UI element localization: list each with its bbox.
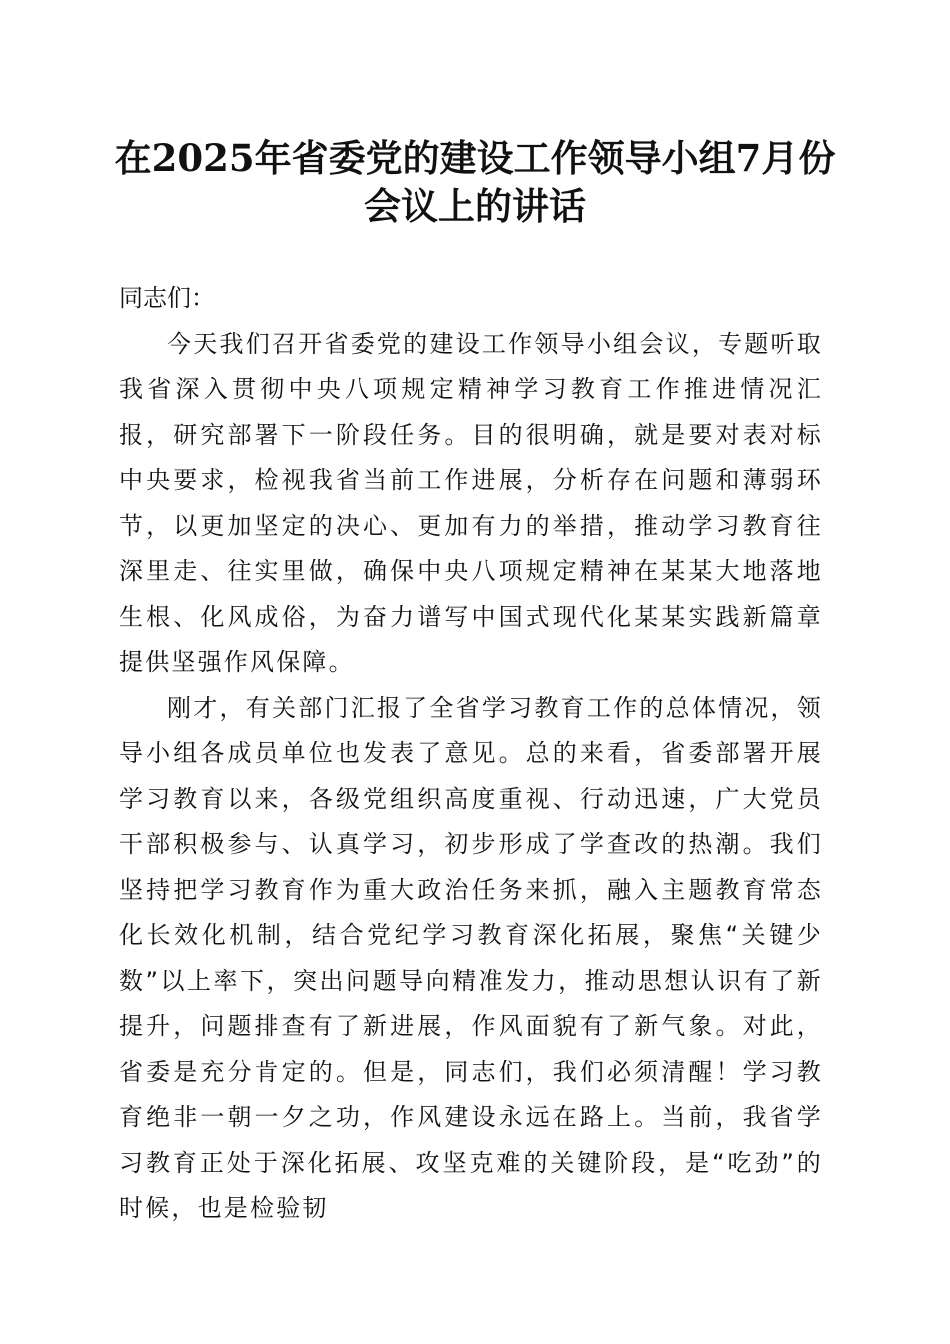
document-body (119, 276, 823, 1232)
title-line-1: 在2025年省委党的建设工作领导小组7月份 (114, 136, 836, 180)
paragraph-2: 刚才，有关部门汇报了全省学习教育工作的总体情况，领导小组各成员单位也发表了意见。总的来看，省委部署开展学习教育以来，各级党组织高度重视、行动迅速，广大党员干部积极参与、认真学习，初步形成了学查改的热潮。我们坚持把学习教育作为重大政治任务来抓，融入主题教育常态化长效化机制，结合党纪学习教育深化拓展，聚焦“关键少数”以上率下，突出问题导向精准发力，推动思想认识有了新提升，问题排查有了新进展，作风面貌有了新气象。对此，省委是充分肯定的。但是，同志们，我们必须清醒！学习教育绝非一朝一夕之功，作风建设永远在路上。当前，我省学习教育正处于深化拓展、攻坚克难的关键阶段，是“吃劲”的时候，也是检验韧 (119, 693, 823, 1222)
title-line-2: 会议上的讲话 (364, 184, 586, 228)
salutation: 同志们： (119, 284, 215, 312)
paragraph-1: 今天我们召开省委党的建设工作领导小组会议，专题听取我省深入贯彻中央八项规定精神学习教育工作推进情况汇报，研究部署下一阶段任务。目的很明确，就是要对表对标中央要求，检视我省当前工作进展，分析存在问题和薄弱环节，以更加坚定的决心、更加有力的举措，推动学习教育往深里走、往实里做，确保中央八项规定精神在某某大地落地生根、化风成俗，为奋力谱写中国式现代化某某实践新篇章提供坚强作风保障。 (119, 329, 823, 676)
document-title (100, 134, 850, 230)
